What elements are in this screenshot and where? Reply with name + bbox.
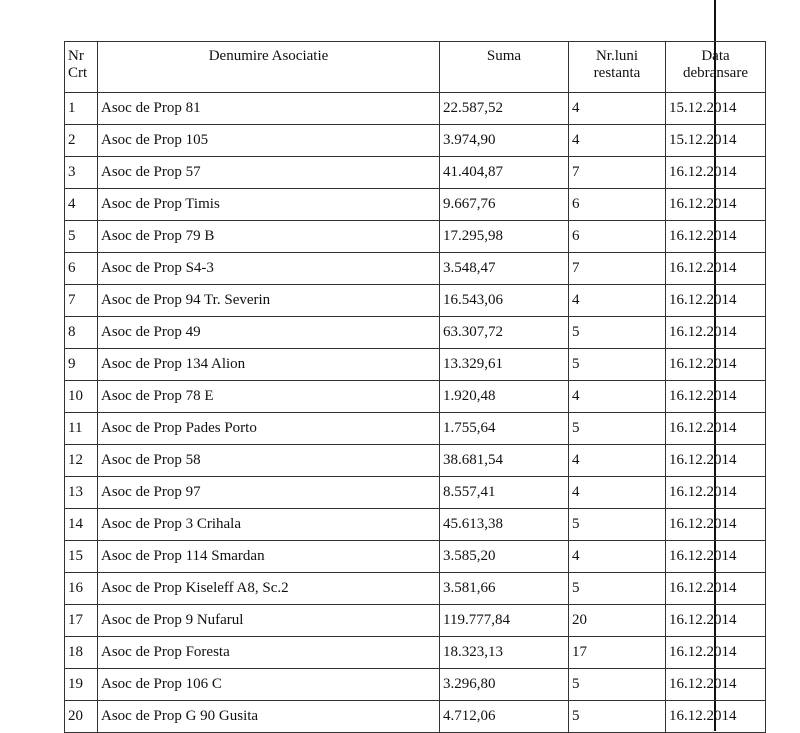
cell-luni: 6 xyxy=(569,189,666,221)
table-row xyxy=(65,573,766,605)
cell-nr: 15 xyxy=(65,541,98,573)
table-row xyxy=(65,605,766,637)
cell-denumire: Asoc de Prop 106 C xyxy=(98,669,440,701)
header-data-debransare: Data debransare xyxy=(666,42,766,93)
cell-suma: 45.613,38 xyxy=(440,509,569,541)
cell-suma: 17.295,98 xyxy=(440,221,569,253)
cell-denumire: Asoc de Prop 94 Tr. Severin xyxy=(98,285,440,317)
cell-data: 16.12.2014 xyxy=(666,669,766,701)
cell-suma: 3.585,20 xyxy=(440,541,569,573)
table-body xyxy=(65,93,766,733)
cell-denumire: Asoc de Prop 58 xyxy=(98,445,440,477)
cell-nr: 7 xyxy=(65,285,98,317)
cell-data: 16.12.2014 xyxy=(666,221,766,253)
cell-suma: 18.323,13 xyxy=(440,637,569,669)
cell-suma: 4.712,06 xyxy=(440,701,569,733)
cell-nr: 6 xyxy=(65,253,98,285)
cell-nr: 20 xyxy=(65,701,98,733)
cell-luni: 4 xyxy=(569,445,666,477)
cell-nr: 3 xyxy=(65,157,98,189)
cell-data: 16.12.2014 xyxy=(666,509,766,541)
table-row xyxy=(65,253,766,285)
cell-denumire: Asoc de Prop 3 Crihala xyxy=(98,509,440,541)
cell-data: 16.12.2014 xyxy=(666,701,766,733)
table-row xyxy=(65,637,766,669)
cell-denumire: Asoc de Prop 134 Alion xyxy=(98,349,440,381)
cell-suma: 16.543,06 xyxy=(440,285,569,317)
table-row xyxy=(65,125,766,157)
cell-nr: 11 xyxy=(65,413,98,445)
cell-luni: 7 xyxy=(569,253,666,285)
cell-data: 16.12.2014 xyxy=(666,541,766,573)
cell-denumire: Asoc de Prop Kiseleff A8, Sc.2 xyxy=(98,573,440,605)
table-row xyxy=(65,381,766,413)
table-row xyxy=(65,157,766,189)
cell-luni: 6 xyxy=(569,221,666,253)
cell-luni: 5 xyxy=(569,413,666,445)
cell-nr: 16 xyxy=(65,573,98,605)
cell-nr: 9 xyxy=(65,349,98,381)
cell-luni: 5 xyxy=(569,509,666,541)
cell-luni: 17 xyxy=(569,637,666,669)
table-row xyxy=(65,477,766,509)
cell-nr: 5 xyxy=(65,221,98,253)
cell-nr: 8 xyxy=(65,317,98,349)
cell-luni: 5 xyxy=(569,317,666,349)
header-suma: Suma xyxy=(440,42,569,93)
cell-nr: 2 xyxy=(65,125,98,157)
disconnection-table xyxy=(64,41,766,733)
cell-denumire: Asoc de Prop Pades Porto xyxy=(98,413,440,445)
table-row xyxy=(65,413,766,445)
cell-suma: 22.587,52 xyxy=(440,93,569,125)
cell-suma: 3.974,90 xyxy=(440,125,569,157)
cell-denumire: Asoc de Prop 105 xyxy=(98,125,440,157)
table-row xyxy=(65,221,766,253)
cell-suma: 1.920,48 xyxy=(440,381,569,413)
table-row xyxy=(65,541,766,573)
table-row xyxy=(65,189,766,221)
cell-luni: 5 xyxy=(569,701,666,733)
table-row xyxy=(65,445,766,477)
cell-nr: 10 xyxy=(65,381,98,413)
cell-denumire: Asoc de Prop 78 E xyxy=(98,381,440,413)
cell-suma: 3.296,80 xyxy=(440,669,569,701)
cell-suma: 9.667,76 xyxy=(440,189,569,221)
cell-data: 15.12.2014 xyxy=(666,125,766,157)
table-row xyxy=(65,317,766,349)
header-denumire: Denumire Asociatie xyxy=(98,42,440,93)
cell-suma: 13.329,61 xyxy=(440,349,569,381)
cell-denumire: Asoc de Prop 81 xyxy=(98,93,440,125)
table-row xyxy=(65,349,766,381)
table-row xyxy=(65,509,766,541)
cell-suma: 41.404,87 xyxy=(440,157,569,189)
cell-data: 16.12.2014 xyxy=(666,317,766,349)
cell-suma: 3.581,66 xyxy=(440,573,569,605)
cell-luni: 4 xyxy=(569,477,666,509)
cell-luni: 4 xyxy=(569,93,666,125)
cell-suma: 1.755,64 xyxy=(440,413,569,445)
cell-data: 16.12.2014 xyxy=(666,413,766,445)
cell-nr: 1 xyxy=(65,93,98,125)
cell-luni: 5 xyxy=(569,349,666,381)
cell-suma: 119.777,84 xyxy=(440,605,569,637)
cell-denumire: Asoc de Prop 114 Smardan xyxy=(98,541,440,573)
cell-data: 16.12.2014 xyxy=(666,573,766,605)
table-header-row xyxy=(65,42,766,93)
cell-data: 16.12.2014 xyxy=(666,189,766,221)
cell-denumire: Asoc de Prop 97 xyxy=(98,477,440,509)
cell-luni: 4 xyxy=(569,541,666,573)
cell-data: 16.12.2014 xyxy=(666,605,766,637)
cell-denumire: Asoc de Prop S4-3 xyxy=(98,253,440,285)
cell-denumire: Asoc de Prop 49 xyxy=(98,317,440,349)
cell-denumire: Asoc de Prop 79 B xyxy=(98,221,440,253)
cell-luni: 20 xyxy=(569,605,666,637)
cell-data: 16.12.2014 xyxy=(666,381,766,413)
cell-denumire: Asoc de Prop 57 xyxy=(98,157,440,189)
cell-suma: 38.681,54 xyxy=(440,445,569,477)
cell-suma: 8.557,41 xyxy=(440,477,569,509)
cell-luni: 4 xyxy=(569,285,666,317)
header-nr-crt: Nr Crt xyxy=(65,42,98,93)
table-row xyxy=(65,669,766,701)
cell-luni: 5 xyxy=(569,669,666,701)
cell-luni: 4 xyxy=(569,125,666,157)
cell-luni: 5 xyxy=(569,573,666,605)
cell-nr: 12 xyxy=(65,445,98,477)
cell-suma: 3.548,47 xyxy=(440,253,569,285)
cell-denumire: Asoc de Prop 9 Nufarul xyxy=(98,605,440,637)
cell-nr: 17 xyxy=(65,605,98,637)
cell-nr: 4 xyxy=(65,189,98,221)
cell-data: 16.12.2014 xyxy=(666,477,766,509)
cell-data: 16.12.2014 xyxy=(666,157,766,189)
cell-luni: 4 xyxy=(569,381,666,413)
cell-data: 16.12.2014 xyxy=(666,349,766,381)
cell-data: 16.12.2014 xyxy=(666,253,766,285)
cell-data: 16.12.2014 xyxy=(666,445,766,477)
table-row xyxy=(65,701,766,733)
cell-luni: 7 xyxy=(569,157,666,189)
table-row xyxy=(65,285,766,317)
cell-denumire: Asoc de Prop Timis xyxy=(98,189,440,221)
cell-data: 16.12.2014 xyxy=(666,285,766,317)
cell-denumire: Asoc de Prop G 90 Gusita xyxy=(98,701,440,733)
cell-data: 15.12.2014 xyxy=(666,93,766,125)
cell-nr: 13 xyxy=(65,477,98,509)
table-row xyxy=(65,93,766,125)
cell-suma: 63.307,72 xyxy=(440,317,569,349)
cell-nr: 14 xyxy=(65,509,98,541)
cell-denumire: Asoc de Prop Foresta xyxy=(98,637,440,669)
cell-data: 16.12.2014 xyxy=(666,637,766,669)
cell-nr: 19 xyxy=(65,669,98,701)
cell-nr: 18 xyxy=(65,637,98,669)
header-luni-restanta: Nr.luni restanta xyxy=(569,42,666,93)
